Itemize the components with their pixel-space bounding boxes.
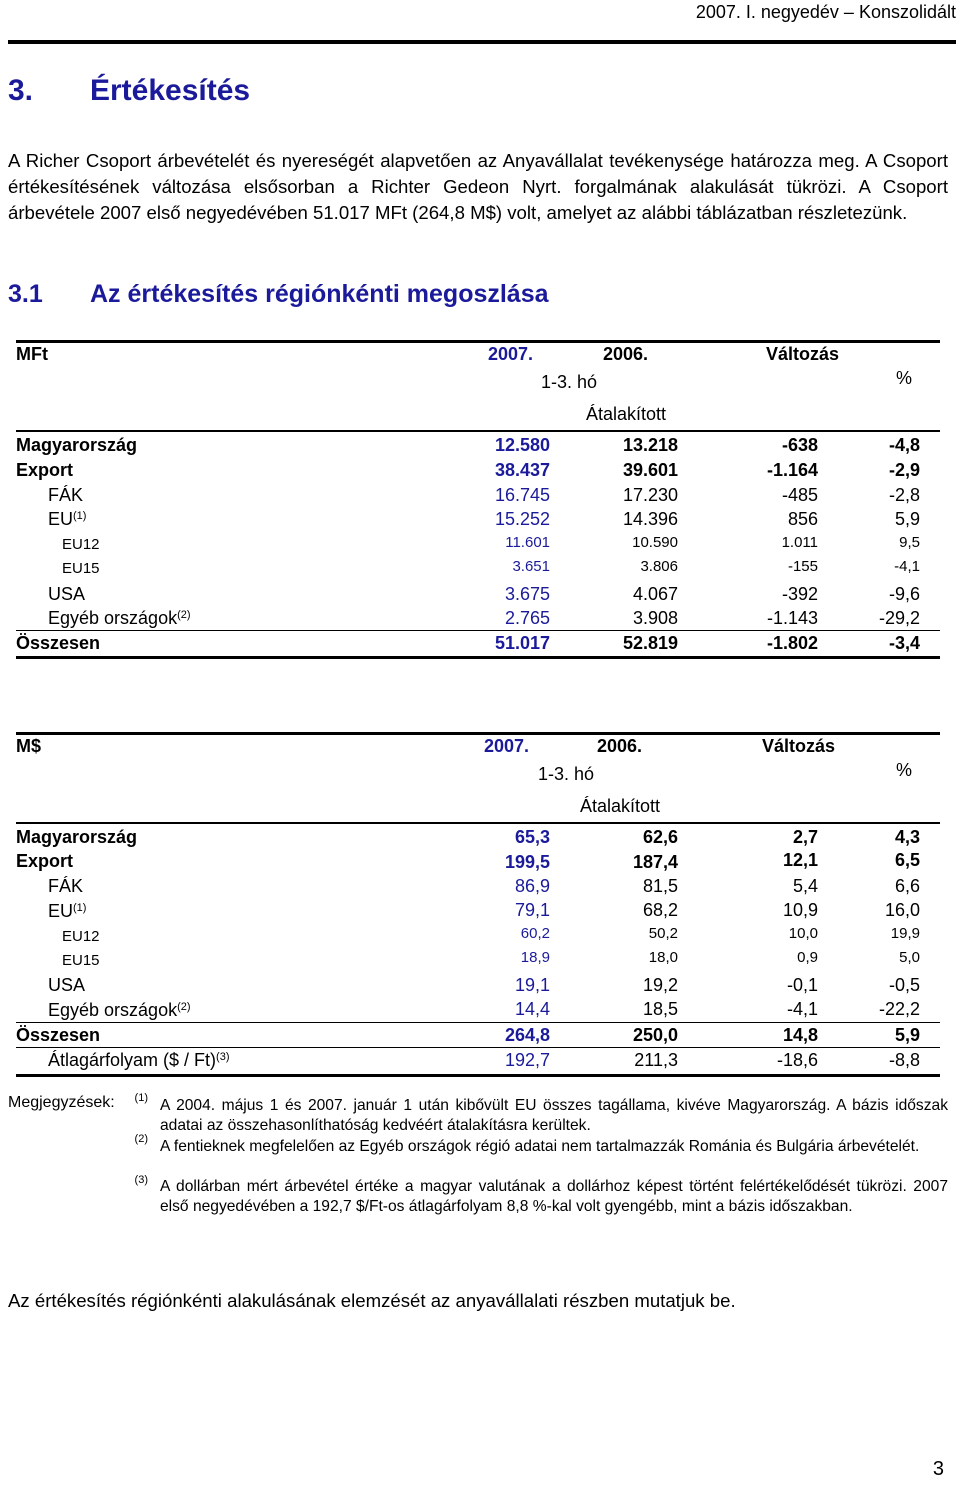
col-header-2007: 2007.: [484, 736, 530, 756]
cell-pct: -4,1: [894, 558, 920, 575]
cell-2007: 51.017: [494, 633, 550, 653]
cell-pct: -4,8: [888, 435, 920, 455]
cell-2007: 199,5: [504, 852, 550, 872]
cell-pct: 4,3: [894, 827, 920, 847]
header-rule: [8, 40, 956, 44]
table-top-rule: [16, 340, 940, 343]
running-header: 2007. I. negyedév – Konszolidált: [695, 2, 956, 22]
cell-change: 10,0: [788, 925, 818, 942]
row-label: Magyarország: [16, 827, 138, 847]
row-label-text: EU: [48, 901, 74, 921]
cell-change: 10,9: [782, 900, 818, 920]
row-label: EU15: [62, 560, 100, 577]
cell-2006: 10.590: [632, 534, 678, 551]
cell-2007: 60,2: [520, 925, 550, 942]
cell-pct: 19,9: [890, 925, 920, 942]
cell-2006: 13.218: [622, 435, 678, 455]
notes-label: Megjegyzések:: [8, 1094, 115, 1111]
cell-2007: 86,9: [514, 876, 550, 896]
table-bottom-rule: [16, 1074, 940, 1077]
closing-paragraph: Az értékesítés régiónkénti alakulásának elemzését az anyavállalati részben mutatjuk be.: [8, 1290, 736, 1311]
row-label: USA: [48, 584, 86, 604]
cell-2006: 18,5: [642, 999, 678, 1019]
cell-change: 856: [787, 509, 818, 529]
cell-change: -638: [781, 435, 818, 455]
col-header-period: 1-3. hó: [538, 764, 595, 784]
row-label-text: Átlagárfolyam ($ / Ft): [48, 1050, 217, 1070]
intro-paragraph: A Richer Csoport árbevételét és nyereségét alapvetően az Anyavállalat tevékenysége határozza meg. A Csoport értékesítésének változása elsősorban a Richter Gedeon Nyrt. forgalmának alakulását tükrözi. A Csoport árbevétele 2007 első negyedévében 51.017 MFt (264,8 M$) volt, amelyet az alábbi táblázatban részletezünk.: [8, 150, 948, 223]
row-label: Összesen: [16, 1025, 101, 1045]
subsection-title: [8, 280, 549, 309]
note-text: A 2004. május 1 és 2007. január 1 után kibővült EU összes tagállama, kivéve Magyarország. A bázis időszak adatai az összehasonlíthatóság kedvéért átalakításra kerültek.: [160, 1097, 948, 1134]
row-label: [48, 509, 86, 530]
cell-pct: 16,0: [884, 900, 920, 920]
col-header-pct: %: [896, 368, 913, 388]
cell-2007: 264,8: [504, 1025, 550, 1045]
cell-change: -1.143: [766, 608, 818, 628]
cell-change: -1.802: [766, 633, 818, 653]
cell-pct: -29,2: [878, 608, 920, 628]
table-header-rule: [16, 430, 940, 432]
cell-2007: 79,1: [514, 900, 550, 920]
footnote-ref: (1): [73, 902, 87, 914]
footnote-ref: (2): [177, 609, 191, 621]
cell-2007: 15.252: [494, 509, 550, 529]
cell-change: 1.011: [781, 534, 818, 551]
cell-2006: 62,6: [642, 827, 678, 847]
col-header-2006: 2006.: [597, 736, 643, 756]
cell-change: -0,1: [786, 975, 818, 995]
fx-rule: [16, 1047, 940, 1048]
row-label: FÁK: [48, 485, 84, 505]
cell-2007: 3.651: [512, 558, 550, 575]
cell-change: 5,4: [792, 876, 818, 896]
row-label-text: Egyéb országok: [48, 1000, 178, 1020]
note-mark: (1): [134, 1092, 148, 1104]
cell-2006: 14.396: [622, 509, 678, 529]
cell-2006: 52.819: [622, 633, 678, 653]
col-header-2006: 2006.: [603, 344, 649, 364]
cell-2006: 250,0: [632, 1025, 678, 1045]
cell-2007: 12.580: [494, 435, 550, 455]
row-label: USA: [48, 975, 86, 995]
col-header-period: 1-3. hó: [541, 372, 598, 392]
cell-2006: 4.067: [632, 584, 678, 604]
cell-change: -485: [781, 485, 818, 505]
footnote-ref: (1): [73, 510, 87, 522]
cell-pct: 5,0: [899, 949, 920, 966]
table-unit: MFt: [16, 344, 48, 364]
table-top-rule: [16, 732, 940, 735]
total-rule: [16, 630, 940, 631]
cell-2007: 3.675: [504, 584, 550, 604]
note-text: A dollárban mért árbevétel értéke a magyar valutának a dollárhoz képest történt felértékelődését tükrözi. 2007 első negyedévében a 192,7 $/Ft-os átlagárfolyam 8,8 %-kal volt gyengébb, mint a bázis időszakban.: [160, 1178, 948, 1215]
cell-2006: 68,2: [642, 900, 678, 920]
cell-2007: 16.745: [494, 485, 550, 505]
cell-2007: 14,4: [514, 999, 550, 1019]
subsection-number: 3.1: [8, 280, 43, 308]
cell-change: 12,1: [782, 850, 818, 870]
cell-pct: 5,9: [894, 509, 920, 529]
note-text: A fentieknek megfelelően az Egyéb országok régió adatai nem tartalmazzák Románia és Bulgária árbevételét.: [160, 1138, 920, 1155]
cell-pct: -2,8: [888, 485, 920, 505]
col-header-restated: Átalakított: [586, 404, 667, 424]
row-label: EU12: [62, 928, 100, 945]
cell-2006: 81,5: [642, 876, 678, 896]
table-header-rule: [16, 822, 940, 824]
cell-pct: -8,8: [888, 1050, 920, 1070]
cell-change: -155: [787, 558, 818, 575]
note-mark: (3): [134, 1174, 148, 1186]
section-title: [8, 74, 250, 108]
row-label: [48, 608, 191, 629]
page-number: 3: [932, 1458, 944, 1480]
cell-pct: -22,2: [878, 999, 920, 1019]
cell-pct: 6,5: [894, 850, 920, 870]
row-label: [48, 1000, 191, 1021]
cell-2007: 2.765: [504, 608, 550, 628]
col-header-change: Változás: [766, 344, 840, 364]
cell-pct: 9,5: [899, 534, 920, 551]
cell-2006: 18,0: [648, 949, 678, 966]
row-label: Összesen: [16, 633, 101, 653]
cell-2006: 3.806: [640, 558, 678, 575]
footnote-ref: (2): [177, 1001, 191, 1013]
row-label-text: EU: [48, 509, 74, 529]
cell-change: 14,8: [782, 1025, 818, 1045]
total-rule: [16, 1022, 940, 1023]
cell-2007: 19,1: [514, 975, 550, 995]
cell-pct: -0,5: [888, 975, 920, 995]
note-mark: (2): [134, 1133, 148, 1145]
cell-pct: -2,9: [888, 460, 920, 480]
col-header-restated: Átalakított: [580, 796, 661, 816]
cell-change: 2,7: [792, 827, 818, 847]
row-label: Magyarország: [16, 435, 138, 455]
cell-2006: 39.601: [622, 460, 678, 480]
cell-2007: 18,9: [520, 949, 550, 966]
row-label: Export: [16, 851, 74, 871]
row-label-text: Egyéb országok: [48, 608, 178, 628]
cell-change: -4,1: [786, 999, 818, 1019]
cell-2006: 19,2: [642, 975, 678, 995]
col-header-pct: %: [896, 760, 913, 780]
row-label: EU12: [62, 536, 100, 553]
cell-change: -1.164: [766, 460, 818, 480]
table-unit: M$: [16, 736, 42, 756]
cell-2007: 38.437: [494, 460, 550, 480]
cell-2006: 3.908: [632, 608, 678, 628]
cell-2007: 192,7: [504, 1050, 550, 1070]
section-title-text: Értékesítés: [90, 74, 251, 107]
cell-pct: 5,9: [894, 1025, 920, 1045]
cell-change: 0,9: [797, 949, 818, 966]
table-bottom-rule: [16, 656, 940, 659]
cell-pct: -3,4: [888, 633, 920, 653]
col-header-change: Változás: [762, 736, 836, 756]
col-header-2007: 2007.: [488, 344, 534, 364]
cell-change: -18,6: [776, 1050, 818, 1070]
row-label: [48, 1050, 230, 1071]
cell-2006: 211,3: [634, 1050, 678, 1070]
subsection-title-text: Az értékesítés régiónkénti megoszlása: [90, 280, 549, 308]
section-number: 3.: [8, 74, 34, 107]
cell-2006: 17.230: [622, 485, 678, 505]
footnote-ref: (3): [216, 1051, 230, 1063]
cell-2006: 187,4: [632, 852, 678, 872]
row-label: EU15: [62, 952, 100, 969]
cell-pct: -9,6: [888, 584, 920, 604]
row-label: FÁK: [48, 876, 84, 896]
cell-2006: 50,2: [648, 925, 678, 942]
row-label: Export: [16, 460, 74, 480]
cell-pct: 6,6: [894, 876, 920, 896]
row-label: [48, 901, 86, 922]
cell-change: -392: [781, 584, 818, 604]
cell-2007: 11.601: [505, 534, 550, 551]
cell-2007: 65,3: [514, 827, 550, 847]
